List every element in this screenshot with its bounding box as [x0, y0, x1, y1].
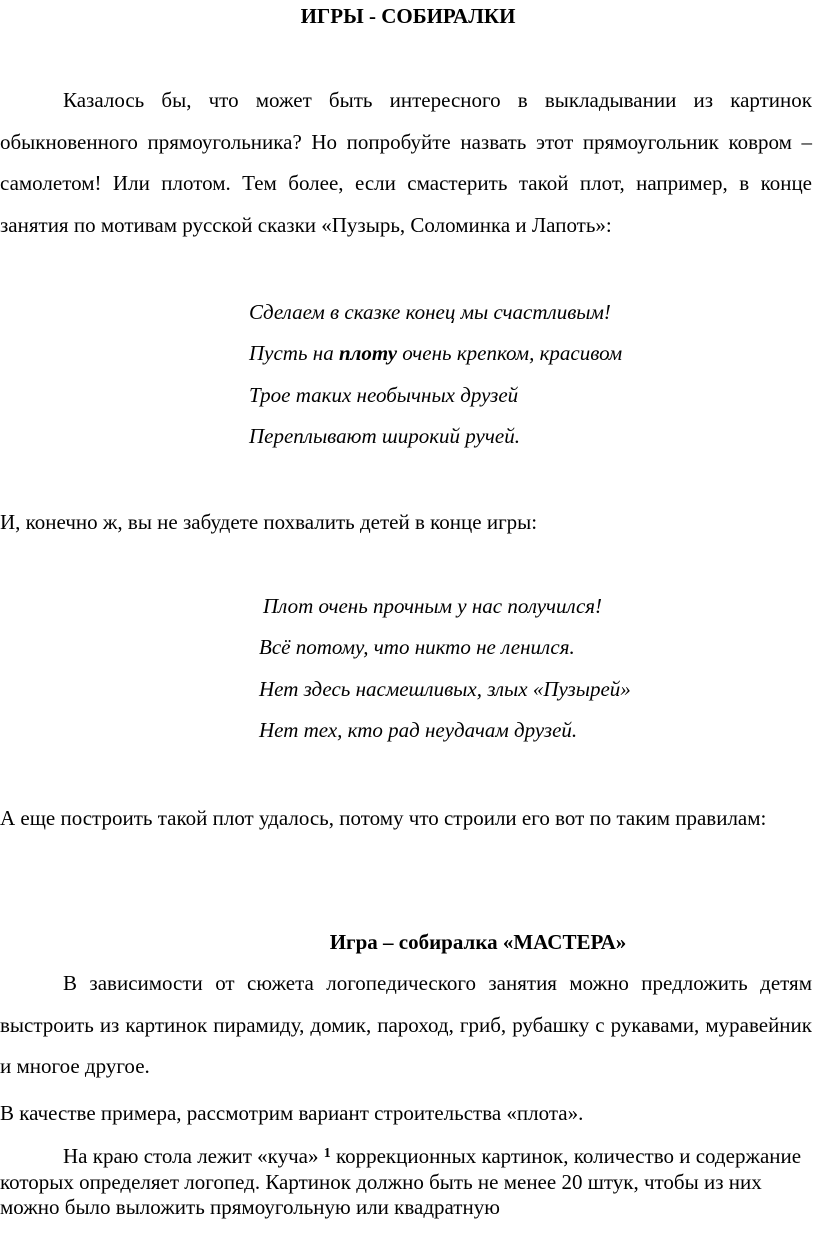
poem-praise: [259, 586, 631, 751]
poem-raft-line-4: Переплывают широкий ручей.: [249, 423, 520, 448]
page-title: ИГРЫ - СОБИРАЛКИ: [300, 4, 516, 28]
poem-praise-line-2: Всё потому, что никто не ленился.: [259, 635, 575, 660]
poem-raft-line-1: Сделаем в сказке конец мы счастливым!: [249, 300, 611, 324]
poem-praise-line-3: Нет здесь насмешливых, злых «Пузырей»: [259, 676, 631, 701]
intro-paragraph: Казалось бы, что может быть интересного в выкладывании из картинок обыкновенного прямоугольника? Но попробуйте назвать этот прямоугольник ковром –самолетом! Или плотом. Тем более, если смастерить такой плот, например, в конце занятия по мотивам русской сказки «Пузырь, Соломинка и Лапоть»:: [0, 88, 812, 237]
poem-raft-line-3: Трое таких необычных друзей: [249, 382, 519, 407]
praise-paragraph: И, конечно ж, вы не забудете похвалить детей в конце игры:: [0, 510, 538, 534]
poem-praise-line-4: Нет тех, кто рад неудачам друзей.: [259, 717, 578, 742]
example-paragraph: В качестве примера, рассмотрим вариант строительства «плота».: [0, 1101, 584, 1125]
footnote-marker: 1: [323, 1146, 331, 1161]
poem-praise-line-1: Плот очень прочным у нас получился!: [263, 594, 603, 618]
emphasis-word: плоту: [338, 341, 398, 366]
final-paragraph: На краю стола лежит «куча» $^1$ коррекционных картинок, количество и содержание которых определяет логопед. Картинок должно быть не менее 20 штук, чтобы из них можно было выложить прямоугольную или квадратную: [0, 1144, 802, 1219]
game-heading: Игра – собиралка «МАСТЕРА»: [329, 930, 627, 954]
rules-intro-paragraph: А еще построить такой плот удалось, потому что строили его вот по таким правилам:: [0, 806, 767, 830]
poem-raft: [249, 292, 622, 457]
poem-raft-line-2: Пусть на плоту очень крепком, красивом: [249, 341, 623, 366]
game-description: В зависимости от сюжета логопедического занятия можно предложить детям выстроить из картинок пирамиду, домик, пароход, гриб, рубашку с рукавами, муравейник и многое другое.: [0, 971, 812, 1078]
